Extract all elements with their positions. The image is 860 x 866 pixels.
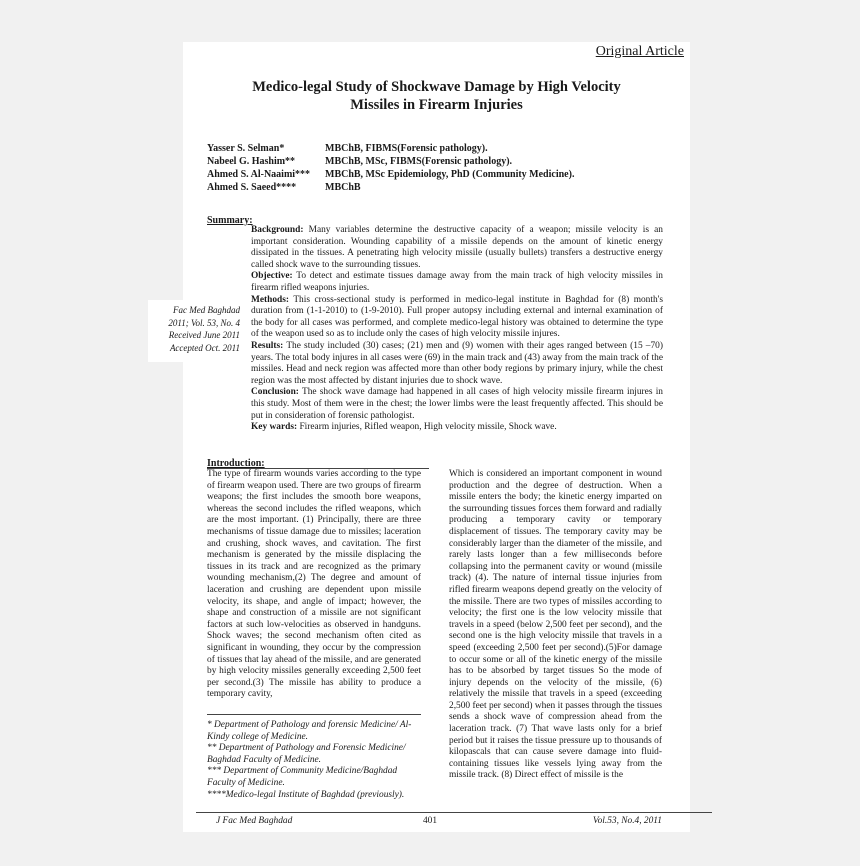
footnote-rule <box>207 714 421 715</box>
objective-text: To detect and estimate tissues damage away from the main track of high velocity missiles in firearm rifled weapons injuries. <box>251 271 663 293</box>
title-line-2: Missiles in Firearm Injuries <box>350 97 523 113</box>
results-label: Results: <box>251 340 284 351</box>
paper-title <box>203 78 670 114</box>
introduction-right-column: Which is considered an important component in wound production and the degree of destruction. When a missile enters the body; the kinetic energy imparted on the surrounding tissues forces them forward and radially producing a temporary cavity or temporary displacement of tissues. The temporary cavity may be considerably larger than the diameter of the missile, and rarely lasts longer than a few milliseconds before collapsing into the permanent cavity or wound (missile track) (4). The nature of internal tissue injuries from rifled firearm weapons depend greatly on the velocity of the missile. There are two types of missiles according to velocity; the first one is the low velocity missile that travels in a speed (below 2,500 feet per second), and the second one is the high velocity missile that travels in a speed (exceeding 2,500 feet per second).(5)For damage to occur some or all of the kinetic energy of the missile has to be absorbed by target tissues So the mode of injury depends on the velocity of the missile, (6) relatively the missile that travels in a speed (exceeding 2,500 feet per second) when it passes through the tissues sends a shock wave of compression ahead from the laceration track. (7) That wave lasts only for a brief period but it raises the tissue pressure up to thousands of kilopascals that can cause severe damage into fluid-containing tissues like vessels lying away from the missile track. (8) Direct effect of missile is the <box>449 469 662 781</box>
journal-info-line: Received June 2011 <box>168 330 240 340</box>
author-name: Nabeel G. Hashim** <box>207 156 296 167</box>
article-type-label: Original Article <box>595 44 684 59</box>
author-row <box>207 181 574 194</box>
author-name: Yasser S. Selman* <box>207 143 285 154</box>
abstract-methods <box>251 295 663 341</box>
keywords-text: Firearm injuries, Rifled weapon, High velocity missile, Shock wave. <box>299 422 557 433</box>
author-name: Ahmed S. Saeed**** <box>207 182 297 193</box>
author-degrees: MBChB, MSc Epidemiology, PhD (Community Medicine). <box>325 169 575 180</box>
methods-text: This cross-sectional study is performed in medico-legal institute in Baghdad for (8) month's duration from (1-1-2010) to (1-9-2010). Full proper autopsy including external and internal examination of the body for all cases was performed, and complete medico-legal history was obtained to determine the type of the weapon used so as to include only the cases of high velocity missile injures. <box>251 294 663 340</box>
journal-info-line: Accepted Oct. 2011 <box>169 342 240 353</box>
footnote-item: *** Department of Community Medicine/Baghdad Faculty of Medicine. <box>207 766 398 788</box>
journal-info-box <box>148 300 246 362</box>
author-degrees: MBChB, MSc, FIBMS(Forensic pathology). <box>325 156 513 167</box>
footnote-item: ** Department of Pathology and Forensic Medicine/ Baghdad Faculty of Medicine. <box>207 743 406 765</box>
footer-page-number: 401 <box>422 816 438 826</box>
background-text: Many variables determine the destructive capacity of a weapon; missile velocity is an important consideration. Wounding capability of a missile depends on the amount of kinetic energy dissipated in the tissues. A penetrating high velocity missile (usually bullets) transfers a destructive energy called shock wave to the surrounding tissues. <box>251 225 663 270</box>
footer-journal: J Fac Med Baghdad <box>216 816 293 826</box>
author-name: Ahmed S. Al-Naaimi*** <box>207 169 311 180</box>
author-row <box>207 155 574 168</box>
conclusion-text: The shock wave damage had happened in all cases of high velocity missile firearm injures in this study. Most of them were in the chest; the lower limbs were the least frequently affected. This should be put in consideration of forensic pathologist. <box>251 387 663 421</box>
author-degrees: MBChB, FIBMS(Forensic pathology). <box>325 143 488 154</box>
title-line-1: Medico-legal Study of Shockwave Damage by High Velocity <box>252 79 621 95</box>
footnote-item: * Department of Pathology and forensic Medicine/ Al-Kindy college of Medicine. <box>207 720 412 742</box>
footer-rule <box>196 812 712 813</box>
keywords-label: Key wards: <box>251 422 298 433</box>
objective-label: Objective: <box>251 271 293 282</box>
introduction-left-column: The type of firearm wounds varies according to the type of firearm weapon used. There are two groups of firearm weapons; the first includes the smooth bore weapons, whereas the second includes the rifled weapons, which are the most important. (1) Principally, there are three mechanisms of tissue damage due to missiles; laceration and crushing, shock waves, and cavitation. The first mechanism is generated by the missile displacing the tissues in its track and are recognized as the primary wounding mechanism,(2) The degree and amount of laceration and crushing are dependent upon missile velocity, its shape, and angle of impact; however, the shape and construction of a missile are not significant factors at such low-velocities as observed in handguns. Shock waves; the second mechanism often cited as significant in wounding, they occur by the compression of tissues that lay ahead of the missile, and are generated by high velocity missiles generally exceeding 2,500 feet per second.(3) The missile has ability to produce a temporary cavity, <box>207 469 421 700</box>
background-label: Background: <box>251 225 304 235</box>
affiliation-footnotes <box>207 720 425 801</box>
journal-info-line: 2011; Vol. 53, No. 4 <box>168 317 240 328</box>
journal-info-line: Fac Med Baghdad <box>173 305 240 315</box>
abstract <box>251 225 663 434</box>
conclusion-label: Conclusion: <box>251 387 299 398</box>
author-row <box>207 142 574 155</box>
author-list <box>207 142 574 194</box>
footer-volume: Vol.53, No.4, 2011 <box>592 816 662 826</box>
abstract-keywords <box>251 422 663 434</box>
author-degrees: MBChB <box>325 182 361 193</box>
abstract-results <box>251 341 663 387</box>
abstract-background <box>251 225 663 271</box>
summary-heading: Summary: <box>207 215 253 226</box>
methods-label: Methods: <box>251 294 290 305</box>
footnote-item: ****Medico-legal Institute of Baghdad (previously). <box>207 789 405 800</box>
abstract-conclusion <box>251 387 663 422</box>
author-row <box>207 168 574 181</box>
introduction-heading: Introduction: <box>207 458 265 469</box>
results-text: The study included (30) cases; (21) men and (9) women with their ages ranged between (15 –70) years. The total body injures in all cases were (69) in the main track and (43) away from the main track of the missiles. Head and neck region was affected more than other body regions by primary injury, while the chest region was the most affected by distant injuries due to shock wave. <box>251 340 663 386</box>
abstract-objective <box>251 271 663 294</box>
